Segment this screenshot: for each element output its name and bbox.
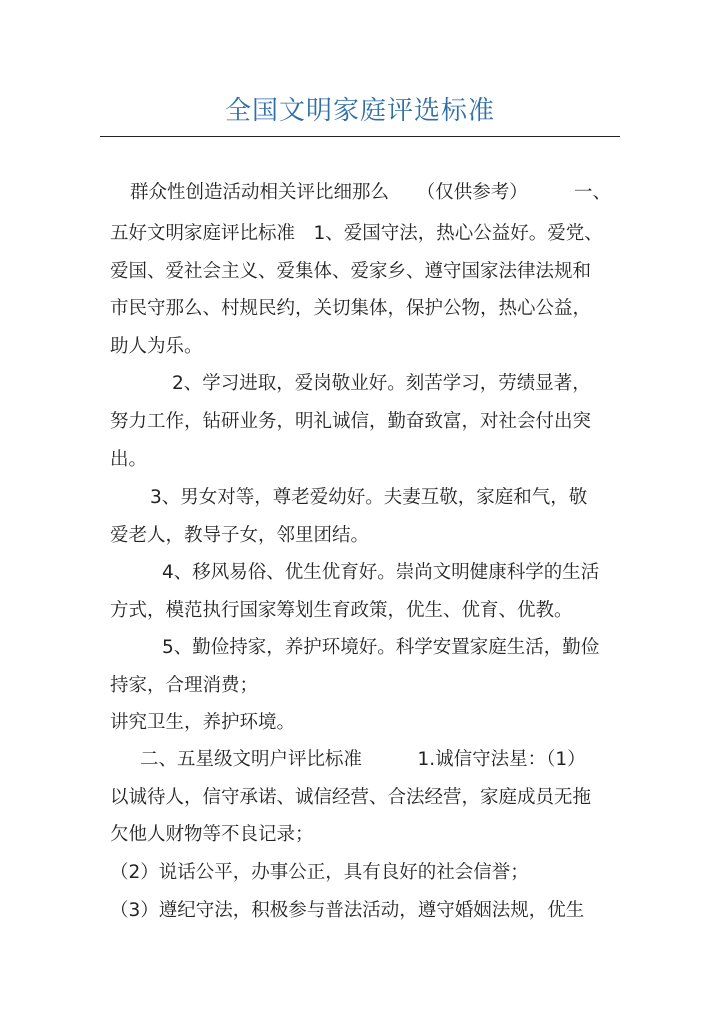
text-line: 市民守那么、村规民约，关切集体，保护公物，热心公益，: [110, 298, 592, 319]
text-line: 持家，合理消费；: [110, 675, 259, 696]
text-line: 2、学习进取，爱岗敬业好。刻苦学习，劳绩显著，: [172, 373, 591, 394]
text-line: 爱老人，教导子女，邻里团结。: [110, 525, 370, 546]
text-line: 4、移风易俗、优生优育好。崇尚文明健康科学的生活: [162, 562, 600, 583]
text-line: 二、五星级文明户评比标准 1.诚信守法星：（1）: [140, 749, 586, 770]
text-line: 五好文明家庭评比标准 1、爱国守法，热心公益好。爱党、: [110, 223, 603, 244]
title-divider: [100, 136, 620, 137]
text-line: 爱国、爱社会主义、爱集体、爱家乡、遵守国家法律法规和: [110, 261, 592, 282]
text-line: 助人为乐。: [110, 336, 203, 357]
text-line: 5、勤俭持家，养护环境好。科学安置家庭生活，勤俭: [162, 637, 600, 658]
text-line: 以诚待人，信守承诺、诚信经营、合法经营，家庭成员无拖: [110, 787, 592, 808]
text-line: 方式，模范执行国家筹划生育政策，优生、优育、优教。: [110, 600, 573, 621]
document-title: 全国文明家庭评选标准: [224, 96, 495, 126]
text-line: 出。: [110, 449, 148, 470]
text-line: 讲究卫生，养护环境。: [110, 712, 296, 733]
text-line: 3、男女对等，尊老爱幼好。夫妻互敬，家庭和气，敬: [150, 487, 588, 508]
text-line: （2）说话公平，办事公正，具有良好的社会信誉；: [110, 862, 529, 883]
text-line: 群众性创造活动相关评比细那么 （仅供参考） 一、: [130, 182, 612, 203]
text-line: 努力工作，钻研业务，明礼诚信，勤奋致富，对社会付出突: [110, 411, 592, 432]
text-line: 欠他人财物等不良记录；: [110, 824, 314, 845]
text-line: （3）遵纪守法，积极参与普法活动，遵守婚姻法规，优生: [110, 900, 585, 921]
